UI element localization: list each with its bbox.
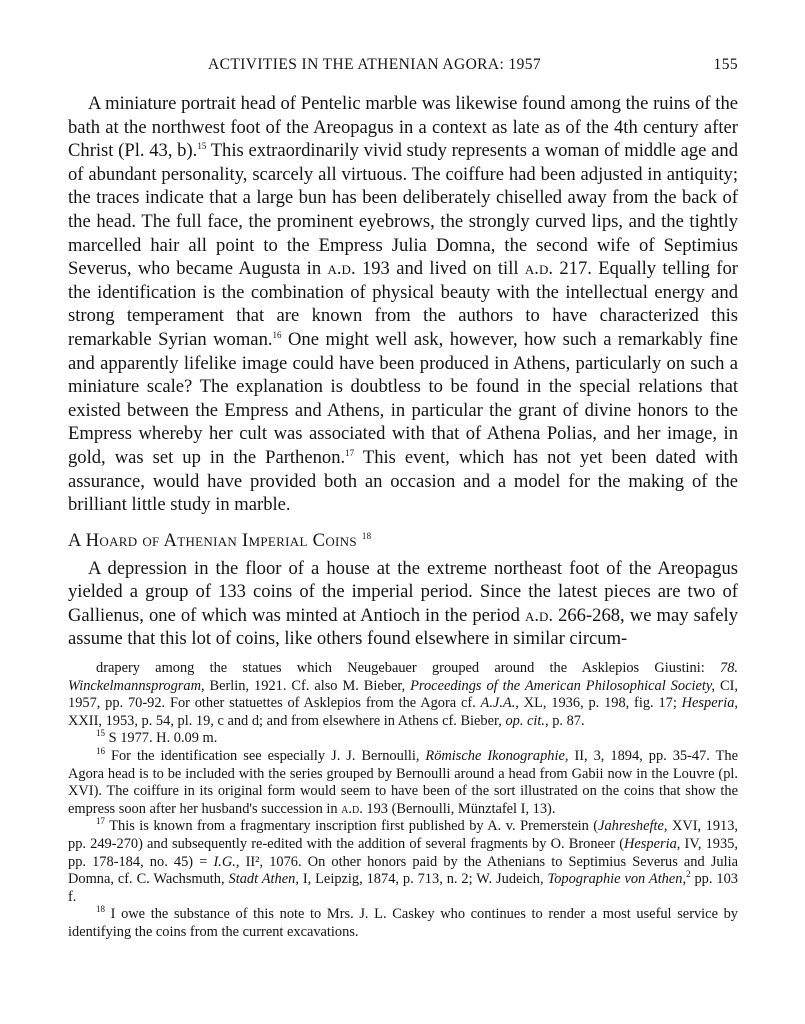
text-run: A miniature portrait head of Pentelic marble was likewise found among the ruins of the bath at the northwest foot of the Areopagus in a context as late as of the 4th century after Christ (Pl. 43, b). <box>68 93 738 162</box>
running-title: ACTIVITIES IN THE ATHENIAN AGORA: 1957 <box>208 56 542 73</box>
era-abbreviation: a.d. <box>341 800 363 817</box>
text-run: S 1977. H. 0.09 m. <box>105 730 218 747</box>
text-run: p. 87. <box>548 712 585 729</box>
italic-title: Proceedings of the American Philosophical Society, <box>410 677 716 694</box>
section-heading-text: A Hoard of Athenian Imperial Coins <box>68 529 357 551</box>
footnote-ref-17[interactable]: 17 <box>345 447 355 458</box>
paragraph-coin-hoard <box>68 557 738 651</box>
text-run: II, 3, 1894, pp. 35-47. The Agora head is to be included with the series grouped by Bernoulli around a head from Gabii now in the Louvre (pl. XVI). The coiffure in its original form would seem to have been of the sort illustrated on the coins that show the empress soon after her husband's succession in <box>68 747 738 817</box>
footnote-ref-15[interactable]: 15 <box>197 141 207 151</box>
italic-title: op. cit., <box>505 712 549 729</box>
footnote-15 <box>68 730 738 748</box>
text-run: 217. Equally telling for the identification is the combination of physical beauty with the intellectual energy and strong temperament that are known from the authors to have characterized this remarkable Syrian woman. <box>68 258 738 350</box>
footnote-continuation <box>68 660 738 730</box>
italic-title: Hesperia, <box>624 835 681 852</box>
footnote-ref-16[interactable]: 16 <box>272 329 282 340</box>
italic-title: Stadt Athen, <box>228 871 299 888</box>
text-run: 266-268, we may safely assume that this lot of coins, like others found elsewhere in similar circum- <box>68 604 738 650</box>
footnote-17 <box>68 818 738 906</box>
text-run: Berlin, 1921. Cf. also M. Bieber, <box>204 677 411 694</box>
text-run: XL, 1936, p. 198, fig. 17; <box>518 695 682 712</box>
italic-title: Hesperia, <box>681 695 738 712</box>
era-abbreviation: a.d. <box>327 258 356 280</box>
italic-title: I.G., <box>213 853 240 870</box>
text-run: 193 and lived on till <box>355 258 525 280</box>
text-run: I owe the substance of this note to Mrs. J. L. Caskey who continues to render a most useful service by identifying the coins from the current excavations. <box>68 906 738 940</box>
footnote-number: 18 <box>96 904 105 915</box>
footnotes <box>68 660 738 942</box>
text-run: This is known from a fragmentary inscription first published by A. v. Premerstein ( <box>105 818 599 835</box>
text-run: One might well ask, however, how such a remarkably fine and apparently lifelike image could have been produced in Athens, particularly on such a miniature scale? The explanation is doubtless to be found in the special relations that existed between the Empress and Athens, in particular the grant of divine honors to the Empress whereby her cult was associated with that of Athena Polias, and her image, in gold, was set up in the Parthenon. <box>68 328 738 468</box>
text-run: XXII, 1953, p. 54, pl. 19, c and d; and from elsewhere in Athens cf. Bieber, <box>68 712 506 729</box>
text-run: IV, 1935, pp. 178-184, no. 45) = <box>68 835 738 870</box>
paragraph-portrait-head <box>68 92 738 517</box>
italic-title: Topographie von Athen, <box>547 871 687 888</box>
italic-title: Jahreshefte, <box>598 818 668 835</box>
running-head <box>68 56 738 78</box>
era-abbreviation: a.d. <box>524 258 553 280</box>
text-run: CI, 1957, pp. 70-92. For other statuettes of Asklepios from the Agora cf. <box>68 677 738 712</box>
text-run: pp. 103 f. <box>68 871 738 905</box>
text-run: This event, which has not yet been dated with assurance, would have provided both an occasion and a model for the making of the brilliant little study in marble. <box>68 446 739 516</box>
footnote-16 <box>68 748 738 818</box>
text-run: I, Leipzig, 1874, p. 713, n. 2; W. Judeich, <box>298 871 548 888</box>
text-run: This extraordinarily vivid study represents a woman of middle age and of abundant personality, scarcely all virtuous. The coiffure had been adjusted in antiquity; the traces indicate that a large bun has been deliberately chiselled away from the back of the head. The full face, the prominent eyebrows, the strongly curved lips, and the tightly marcelled hair all point to the Empress Julia Domna, the second wife of Septimius Severus, who became Augusta in <box>68 140 738 280</box>
era-abbreviation: a.d. <box>524 604 554 626</box>
italic-title: Römische Ikonographie, <box>425 747 569 764</box>
footnote-number: 16 <box>96 746 105 757</box>
edition-superscript: 2 <box>686 869 691 880</box>
text-run: For the identification see especially J. J. Bernoulli, <box>105 747 426 764</box>
italic-title: 78. Winckelmannsprogram, <box>68 660 738 694</box>
footnote-18 <box>68 906 738 941</box>
footnote-number: 15 <box>96 728 105 739</box>
main-text <box>68 92 738 651</box>
text-run: A depression in the floor of a house at the extreme northeast foot of the Areopagus yielded a group of 133 coins of the imperial period. Since the latest pieces are two of Gallienus, one of which was minted at Antioch in the period <box>68 557 738 626</box>
page-number: 155 <box>713 56 738 73</box>
text-run: XVI, 1913, pp. 249-270) and subsequently re-edited with the addition of several fragments by O. Broneer ( <box>68 818 739 852</box>
italic-title: A.J.A., <box>480 695 519 712</box>
text-run: 193 (Bernoulli, Münztafel I, 13). <box>362 800 556 817</box>
footnote-ref-18[interactable]: 18 <box>361 530 372 541</box>
footnote-number: 17 <box>96 816 105 827</box>
section-heading <box>68 529 738 553</box>
text-run: II², 1076. On other honors paid by the Athenians to Septimius Severus and Julia Domna, cf. C. Wachsmuth, <box>68 853 739 888</box>
text-run: drapery among the statues which Neugebauer grouped around the Asklepios Giustini: <box>96 660 720 676</box>
